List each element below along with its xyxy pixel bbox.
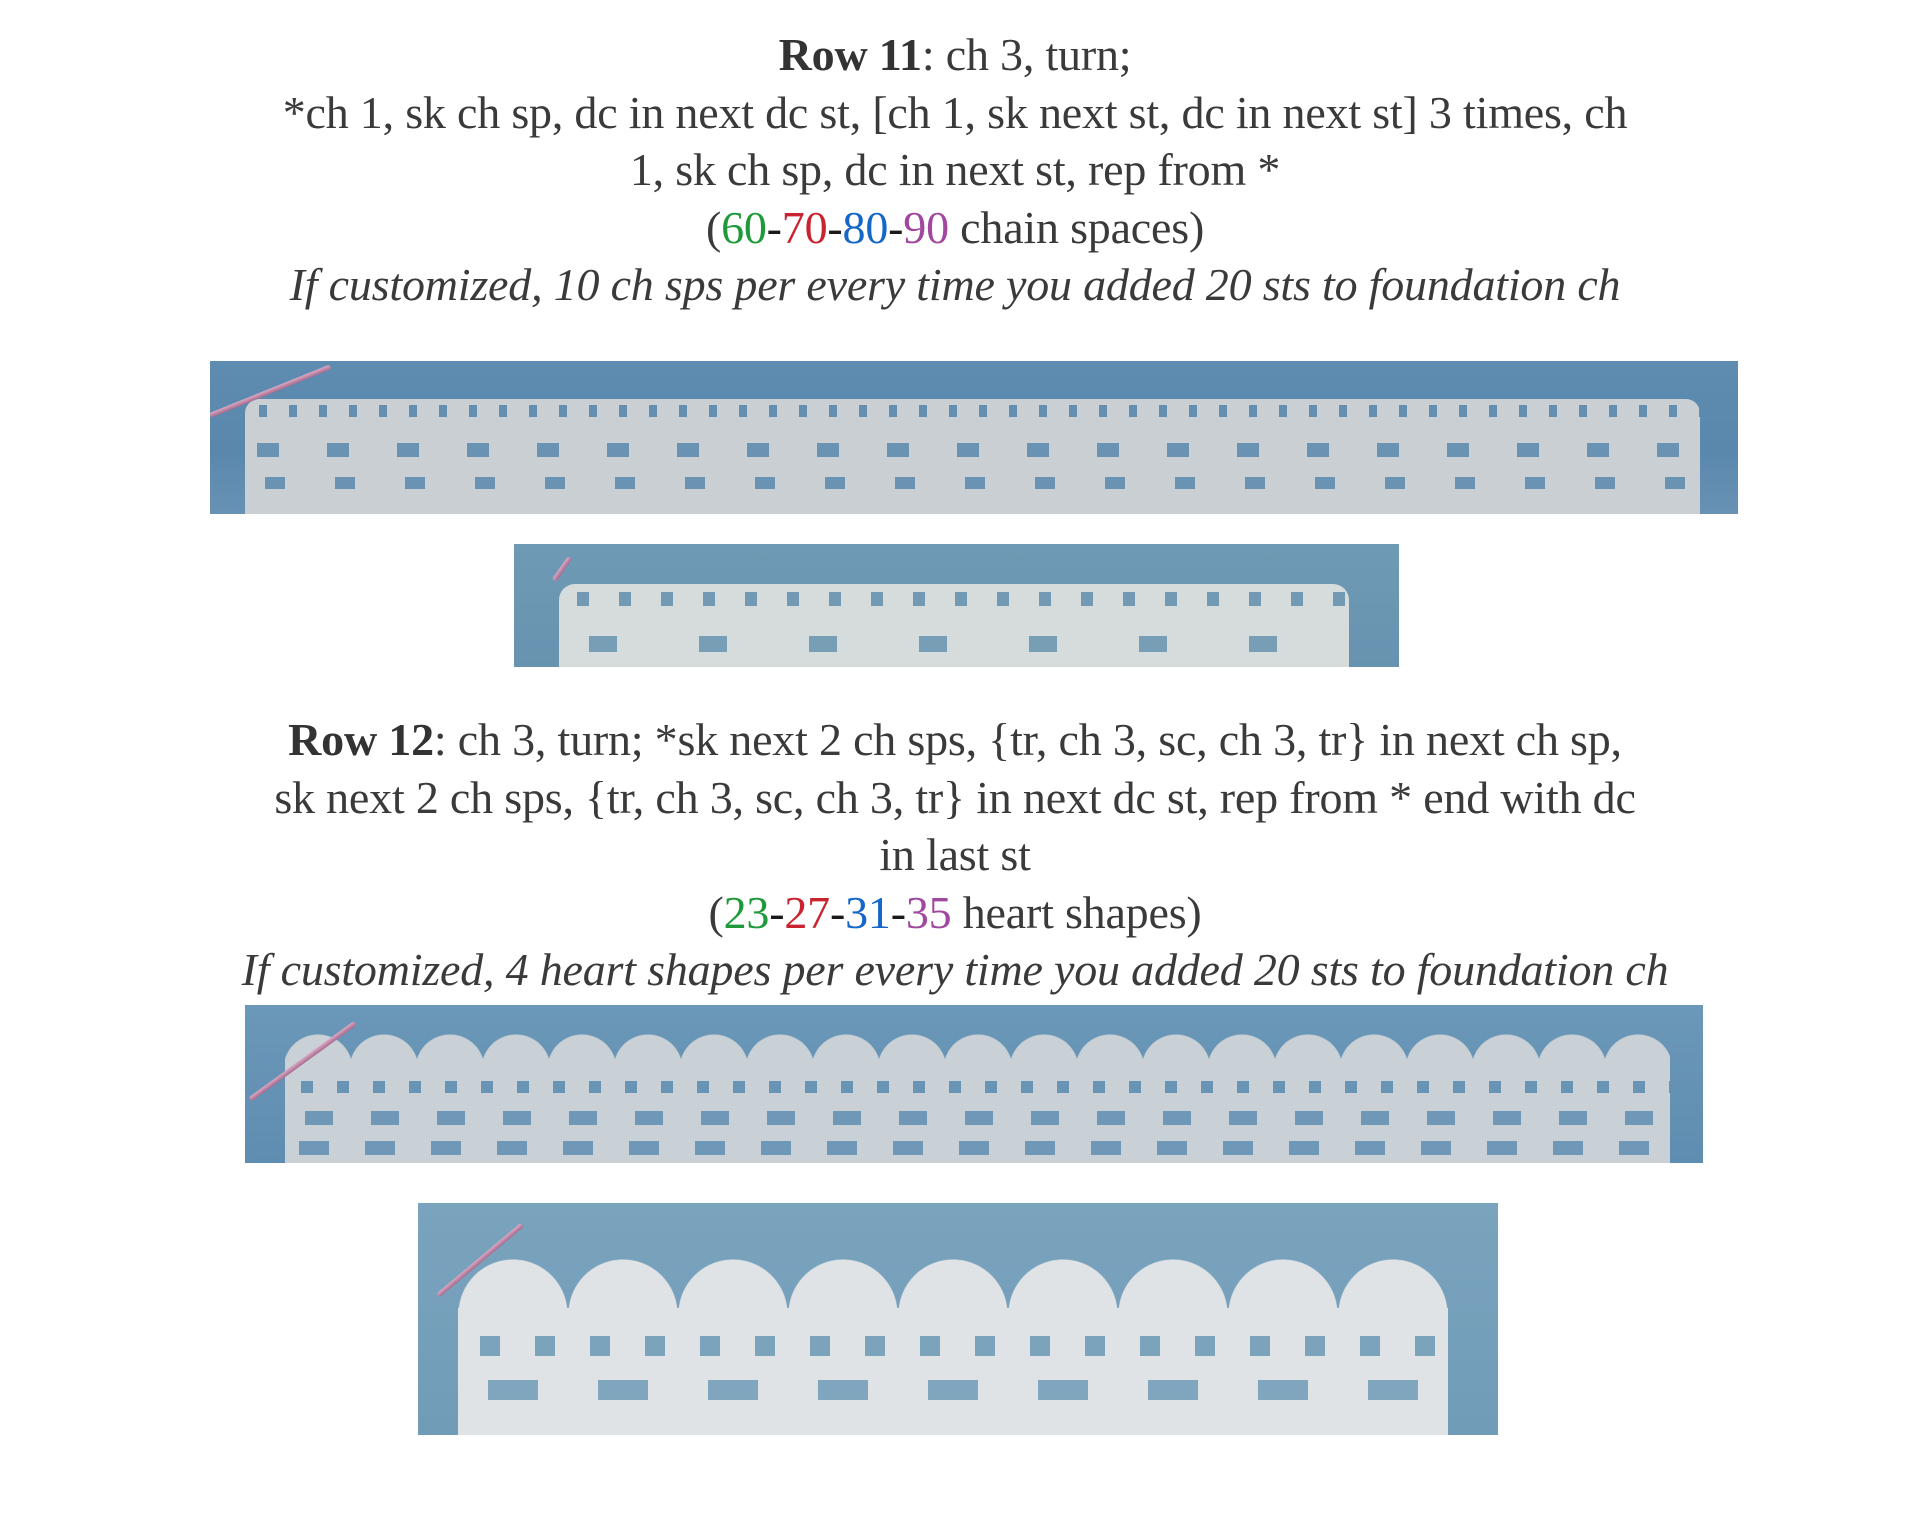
- row11-customization-note: If customized, 10 ch sps per every time you added 20 sts to foundation ch: [289, 259, 1621, 310]
- row11-closeup-photo: [514, 544, 1399, 667]
- row12-stitch-counts: (23-27-31-35 heart shapes): [708, 886, 1202, 938]
- row12-closeup-photo: [418, 1203, 1498, 1435]
- row12-line1: Row 12: ch 3, turn; *sk next 2 ch sps, {tr, ch 3, sc, ch 3, tr} in next ch sp,: [288, 714, 1622, 765]
- row12-customization-note: If customized, 4 heart shapes per every time you added 20 sts to foundation ch: [241, 944, 1669, 995]
- row11-full-width-photo: [210, 361, 1738, 514]
- size-count-0: 60: [721, 201, 767, 253]
- size-count-3: 90: [903, 201, 949, 253]
- size-count-1: 27: [784, 886, 830, 938]
- row11-stitch-counts: (60-70-80-90 chain spaces): [705, 201, 1205, 253]
- row12-instructions: [0, 711, 1910, 999]
- row11-label: Row 11: [778, 29, 922, 80]
- size-count-2: 80: [842, 201, 889, 253]
- size-count-3: 35: [905, 886, 952, 938]
- row11-line3: 1, sk ch sp, dc in next st, rep from *: [629, 144, 1281, 195]
- row11-line1: Row 11: ch 3, turn;: [778, 29, 1132, 80]
- row11-instructions: [0, 26, 1910, 314]
- row12-full-width-photo: [245, 1005, 1703, 1163]
- row12-line2: sk next 2 ch sps, {tr, ch 3, sc, ch 3, tr} in next dc st, rep from * end with dc: [274, 771, 1636, 823]
- row12-label: Row 12: [288, 714, 434, 765]
- size-count-0: 23: [723, 886, 770, 938]
- row12-line3: in last st: [879, 829, 1031, 880]
- size-count-2: 31: [845, 886, 891, 938]
- row11-line2: *ch 1, sk ch sp, dc in next dc st, [ch 1, sk next st, dc in next st] 3 times, ch: [282, 86, 1628, 138]
- size-count-1: 70: [781, 201, 828, 253]
